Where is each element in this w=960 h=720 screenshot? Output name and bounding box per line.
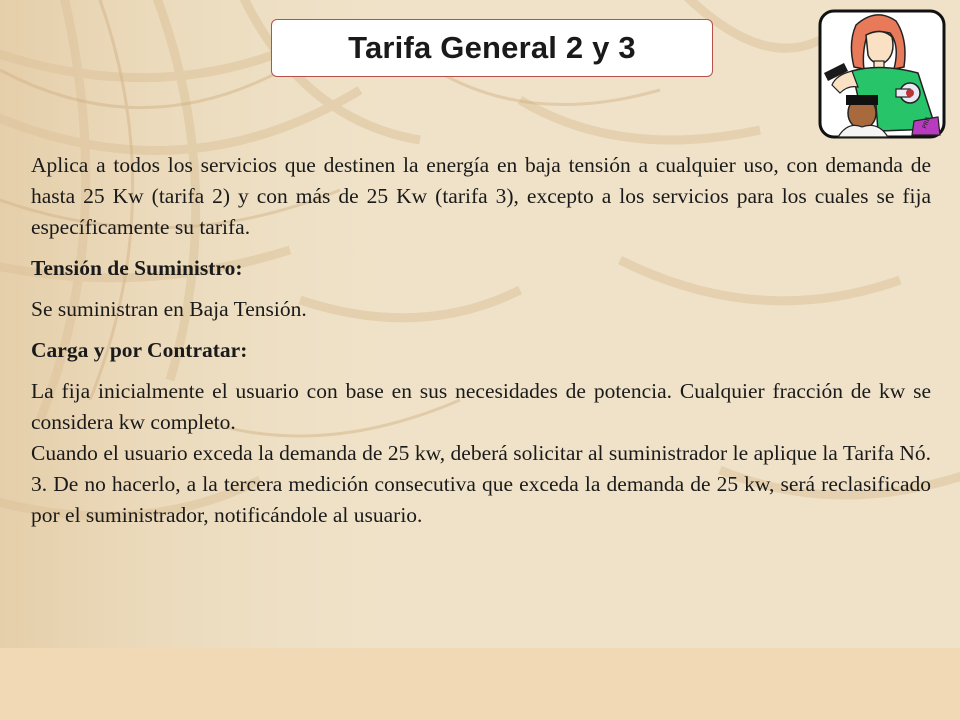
- supply-heading: Tensión de Suministro:: [31, 256, 243, 280]
- title-box: [271, 19, 713, 77]
- slide-title: Tarifa General 2 y 3: [348, 30, 636, 65]
- hairdresser-icon: [818, 9, 946, 139]
- load-paragraph-1: La fija inicialmente el usuario con base en sus necesidades de potencia. Cualquier fracción de kw se considera kw completo.: [31, 379, 931, 434]
- svg-text:PRB: PRB: [921, 116, 932, 130]
- load-paragraph-2: Cuando el usuario exceda la demanda de 25 kw, deberá solicitar al suministrador le aplique la Tarifa Nó. 3. De no hacerlo, a la tercera medición consecutiva que exceda la demanda de 25 kw, será reclasificado por el suministrador, notificándole al usuario.: [31, 441, 931, 527]
- supply-text: Se suministran en Baja Tensión.: [31, 297, 307, 321]
- slide-body: [31, 150, 931, 531]
- intro-paragraph: Aplica a todos los servicios que destinen la energía en baja tensión a cualquier uso, con demanda de hasta 25 Kw (tarifa 2) y con más de 25 Kw (tarifa 3), excepto a los servicios para los cuales se fija específicamente su tarifa.: [31, 153, 931, 239]
- bottom-band: [0, 648, 960, 720]
- load-heading: Carga y por Contratar:: [31, 338, 248, 362]
